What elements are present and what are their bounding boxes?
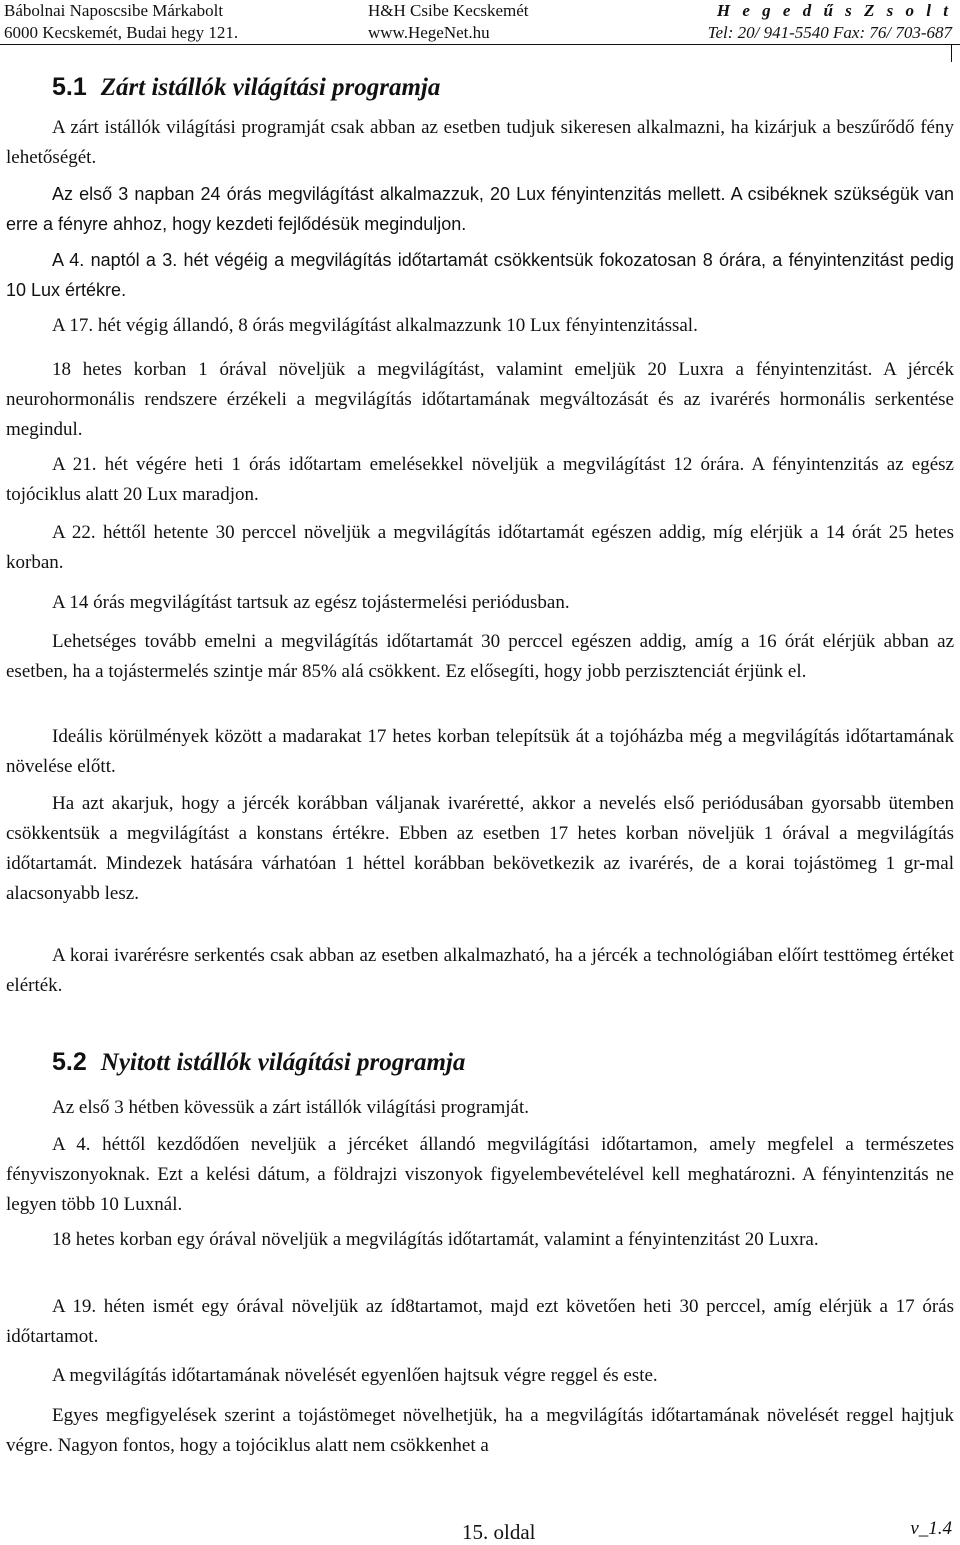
paragraph: A 4. héttől kezdődően neveljük a jércéket állandó megvilágítási időtartamon, amely megfelel a természetes fényviszonyoknak. Ezt a kelési dátum, a földrajzi viszonyok figyelembevételével kell meghatározni. A fényintenzitás ne legyen több 10 Luxnál.	[6, 1134, 954, 1215]
header-website: www.HegeNet.hu	[368, 23, 490, 42]
section-number: 5.2	[52, 1048, 87, 1076]
section-heading-5-1	[52, 72, 440, 103]
paragraph: Ideális körülmények között a madarakat 17 hetes korban telepítsük át a tojóházba még a megvilágítás időtartamának növelése előtt.	[6, 726, 954, 777]
paragraph: 18 hetes korban 1 órával növeljük a megvilágítást, valamint emeljük 20 Luxra a fényintenzitást. A jércék neurohormonális rendszere érzékeli a megvilágítás időtartamának megváltozását és az ivarérés hormonális serkentése megindul.	[6, 359, 954, 440]
paragraph: Lehetséges tovább emelni a megvilágítás időtartamát 30 perccel egészen addig, amíg a 16 órát elérjük abban az esetben, ha a tojástermelés szintje már 85% alá csökkent. Ez elősegíti, hogy jobb perzisztenciát érjünk el.	[6, 631, 954, 682]
paragraph: A 4. naptól a 3. hét végéig a megvilágítás időtartamát csökkentsük fokozatosan 8 órára, a fényintenzitást pedig 10 Lux értékre.	[6, 250, 954, 300]
paragraph: A 19. héten ismét egy órával növeljük az íd8tartamot, majd ezt követően heti 30 perccel, amíg elérjük a 17 órás időtartamot.	[6, 1296, 954, 1347]
header-rule-tick	[951, 44, 952, 62]
paragraph: Ha azt akarjuk, hogy a jércék korábban váljanak ivaréretté, akkor a nevelés első periódusában gyorsabb ütemben csökkentsük a megvilágítást a konstans értékre. Ebben az esetben 17 hetes korban növeljük 1 órával a megvilágítás időtartamát. Mindezek hatására várhatóan 1 héttel korábban bekövetkezik az ivarérés, de a korai tojástömeg 1 gr-mal alacsonyabb lesz.	[6, 793, 954, 904]
section-heading-5-2	[52, 1047, 465, 1078]
paragraph: A megvilágítás időtartamának növelését egyenlően hajtsuk végre reggel és este.	[52, 1365, 658, 1386]
paragraph: A korai ivarérésre serkentés csak abban az esetben alkalmazható, ha a jércék a technológiában előírt testtömeg értéket elérték.	[6, 945, 954, 996]
header-rule	[0, 44, 960, 45]
header-company: Bábolnai Naposcsibe Márkabolt	[4, 1, 224, 20]
section-title: Zárt istállók világítási programja	[100, 74, 441, 101]
section-title: Nyitott istállók világítási programja	[100, 1049, 466, 1076]
page-number: 15. oldal	[462, 1520, 536, 1544]
header-shop: H&H Csibe Kecskemét	[368, 1, 529, 20]
header-right	[708, 0, 952, 44]
paragraph: A 22. héttől hetente 30 perccel növeljük a megvilágítás időtartamát egészen addig, míg elérjük a 14 órát 25 hetes korban.	[6, 522, 954, 573]
header-person: H e g e d ű s Z s o l t	[716, 1, 952, 20]
paragraph: Egyes megfigyelések szerint a tojástömeget növelhetjük, ha a megvilágítás időtartamának növelését reggel hajtjuk végre. Nagyon fontos, hogy a tojóciklus alatt nem csökkenhet a	[6, 1405, 954, 1456]
header-center	[368, 0, 529, 44]
header-address: 6000 Kecskemét, Budai hegy 121.	[4, 23, 239, 42]
header-left	[4, 0, 238, 44]
paragraph: 18 hetes korban egy órával növeljük a megvilágítás időtartamát, valamint a fényintenzitást 20 Luxra.	[52, 1229, 819, 1250]
paragraph: A 14 órás megvilágítást tartsuk az egész tojástermelési periódusban.	[52, 592, 570, 613]
paragraph: A zárt istállók világítási programját csak abban az esetben tudjuk sikeresen alkalmazni, ha kizárjuk a beszűrődő fény lehetőségét.	[6, 117, 954, 168]
paragraph: A 21. hét végére heti 1 órás időtartam emelésekkel növeljük a megvilágítást 12 órára. A fényintenzitás az egész tojóciklus alatt 20 Lux maradjon.	[6, 454, 954, 505]
paragraph: Az első 3 napban 24 órás megvilágítást alkalmazzuk, 20 Lux fényintenzitás mellett. A csibéknek szükségük van erre a fényre ahhoz, hogy kezdeti fejlődésük meginduljon.	[6, 184, 954, 234]
paragraph: A 17. hét végig állandó, 8 órás megvilágítást alkalmazzunk 10 Lux fényintenzitással.	[52, 315, 698, 336]
paragraph: Az első 3 hétben kövessük a zárt istállók világítási programját.	[52, 1097, 529, 1118]
version-label: v_1.4	[910, 1518, 952, 1539]
section-number: 5.1	[52, 73, 87, 101]
header-contact: Tel: 20/ 941-5540 Fax: 76/ 703-687	[707, 23, 952, 42]
page-header	[0, 0, 960, 45]
